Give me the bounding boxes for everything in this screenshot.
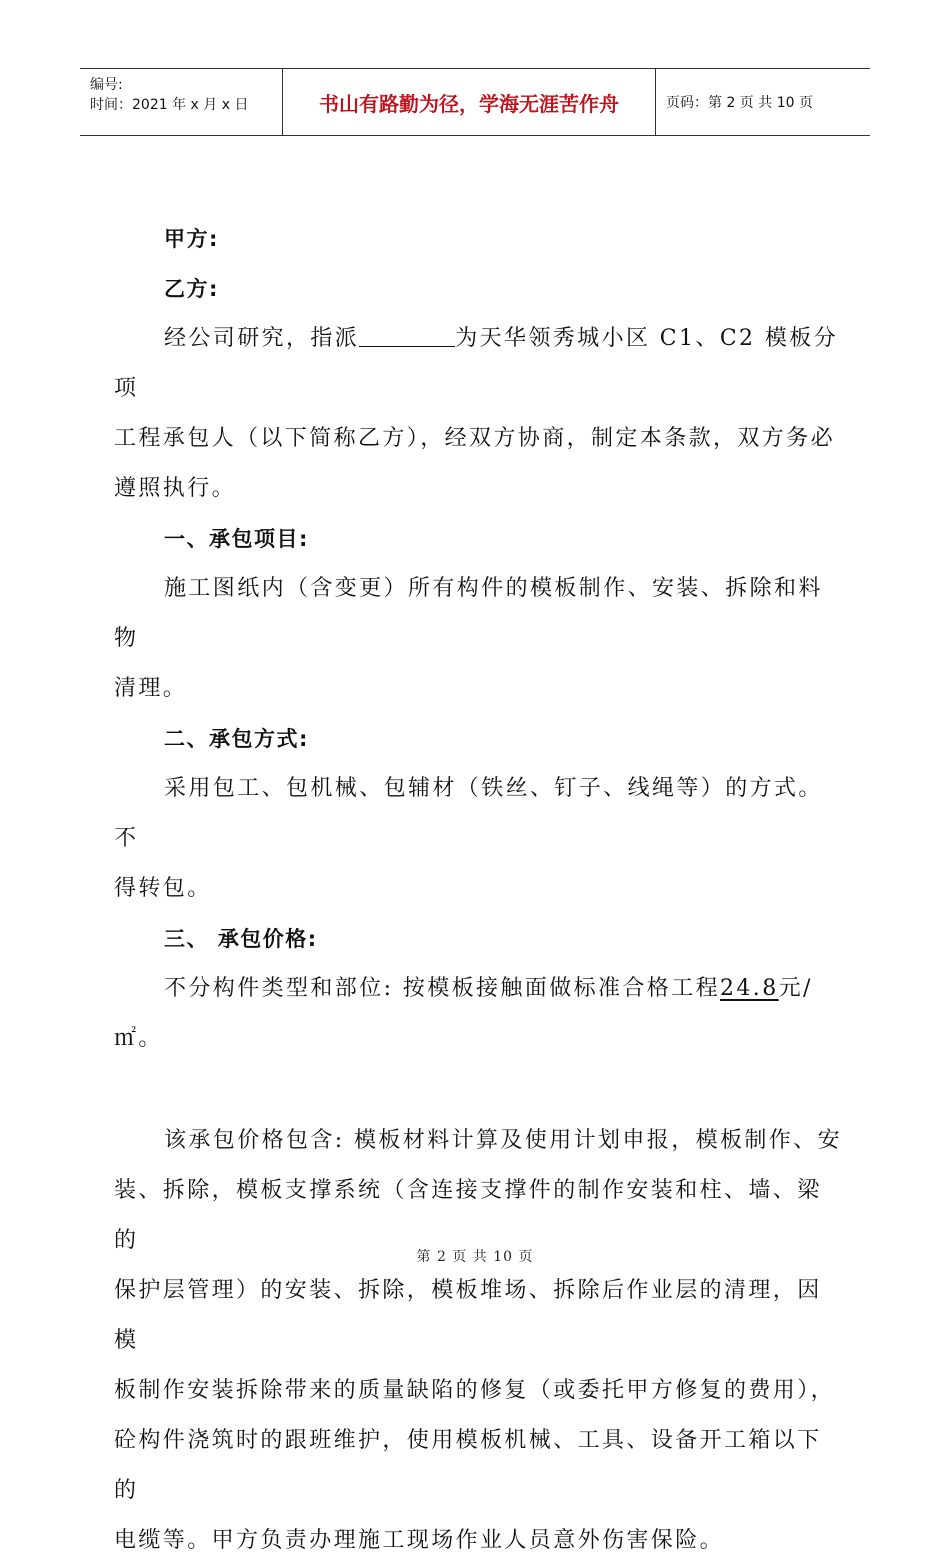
section-3-price <box>114 964 844 1064</box>
intro-line-3: 遵照执行。 <box>114 476 237 501</box>
section-1-line-1: 施工图纸内（含变更）所有构件的模板制作、安装、拆除和料物 <box>114 576 823 651</box>
section-3-para-line-6: 电缆等。甲方负责办理施工现场作业人员意外伤害保险。 <box>114 1528 725 1553</box>
header-page-info: 页码：第 2 页 共 10 页 <box>666 95 813 111</box>
price-value: 24.8 <box>720 976 779 1001</box>
intro-text-before: 经公司研究，指派 <box>164 326 360 351</box>
price-text-before: 不分构件类型和部位: 按模板接触面做标准合格工程 <box>164 976 721 1001</box>
section-3-para-line-2: 装、拆除，模板支撑系统（含连接支撑件的制作安装和柱、墙、梁的 <box>114 1178 822 1253</box>
section-2-title: 二、承包方式: <box>164 727 309 751</box>
intro-line-2: 工程承包人（以下简称乙方），经双方协商，制定本条款，双方务必 <box>114 426 836 451</box>
section-2-line-2: 得转包。 <box>114 876 212 901</box>
paragraph-gap <box>114 1064 844 1116</box>
page-header <box>80 68 870 136</box>
header-motto: 书山有路勤为径，学海无涯苦作舟 <box>282 69 656 135</box>
document-body <box>114 214 844 1566</box>
intro-text-after: 为天华领秀城小区 C1、C2 模板分项 <box>114 326 839 401</box>
section-2-line-1: 采用包工、包机械、包辅材（铁丝、钉子、线绳等）的方式。不 <box>114 776 823 851</box>
intro-line-1 <box>114 314 844 414</box>
section-3-para-line-3: 保护层管理）的安装、拆除，模板堆场、拆除后作业层的清理，因模 <box>114 1278 822 1353</box>
section-3-title: 三、 承包价格: <box>164 927 318 951</box>
party-b: 乙方: <box>164 277 219 301</box>
header-meta <box>80 69 282 135</box>
page-footer: 第 2 页 共 10 页 <box>416 1249 534 1265</box>
party-a: 甲方: <box>164 227 219 251</box>
document-time: 时间：2021 年 x 月 x 日 <box>90 97 249 113</box>
section-3-para-line-1: 该承包价格包含: 模板材料计算及使用计划申报，模板制作、安 <box>164 1128 843 1153</box>
section-1-title: 一、承包项目: <box>164 527 309 551</box>
price-unit: 元/㎡。 <box>114 976 813 1051</box>
document-number-label: 编号: <box>90 77 123 93</box>
section-3-para-line-5: 砼构件浇筑时的跟班维护，使用模板机械、工具、设备开工箱以下的 <box>114 1428 822 1503</box>
section-3-para-line-4: 板制作安装拆除带来的质量缺陷的修复（或委托甲方修复的费用）， <box>114 1378 836 1403</box>
section-1-line-2: 清理。 <box>114 676 188 701</box>
assignee-blank <box>359 324 455 347</box>
